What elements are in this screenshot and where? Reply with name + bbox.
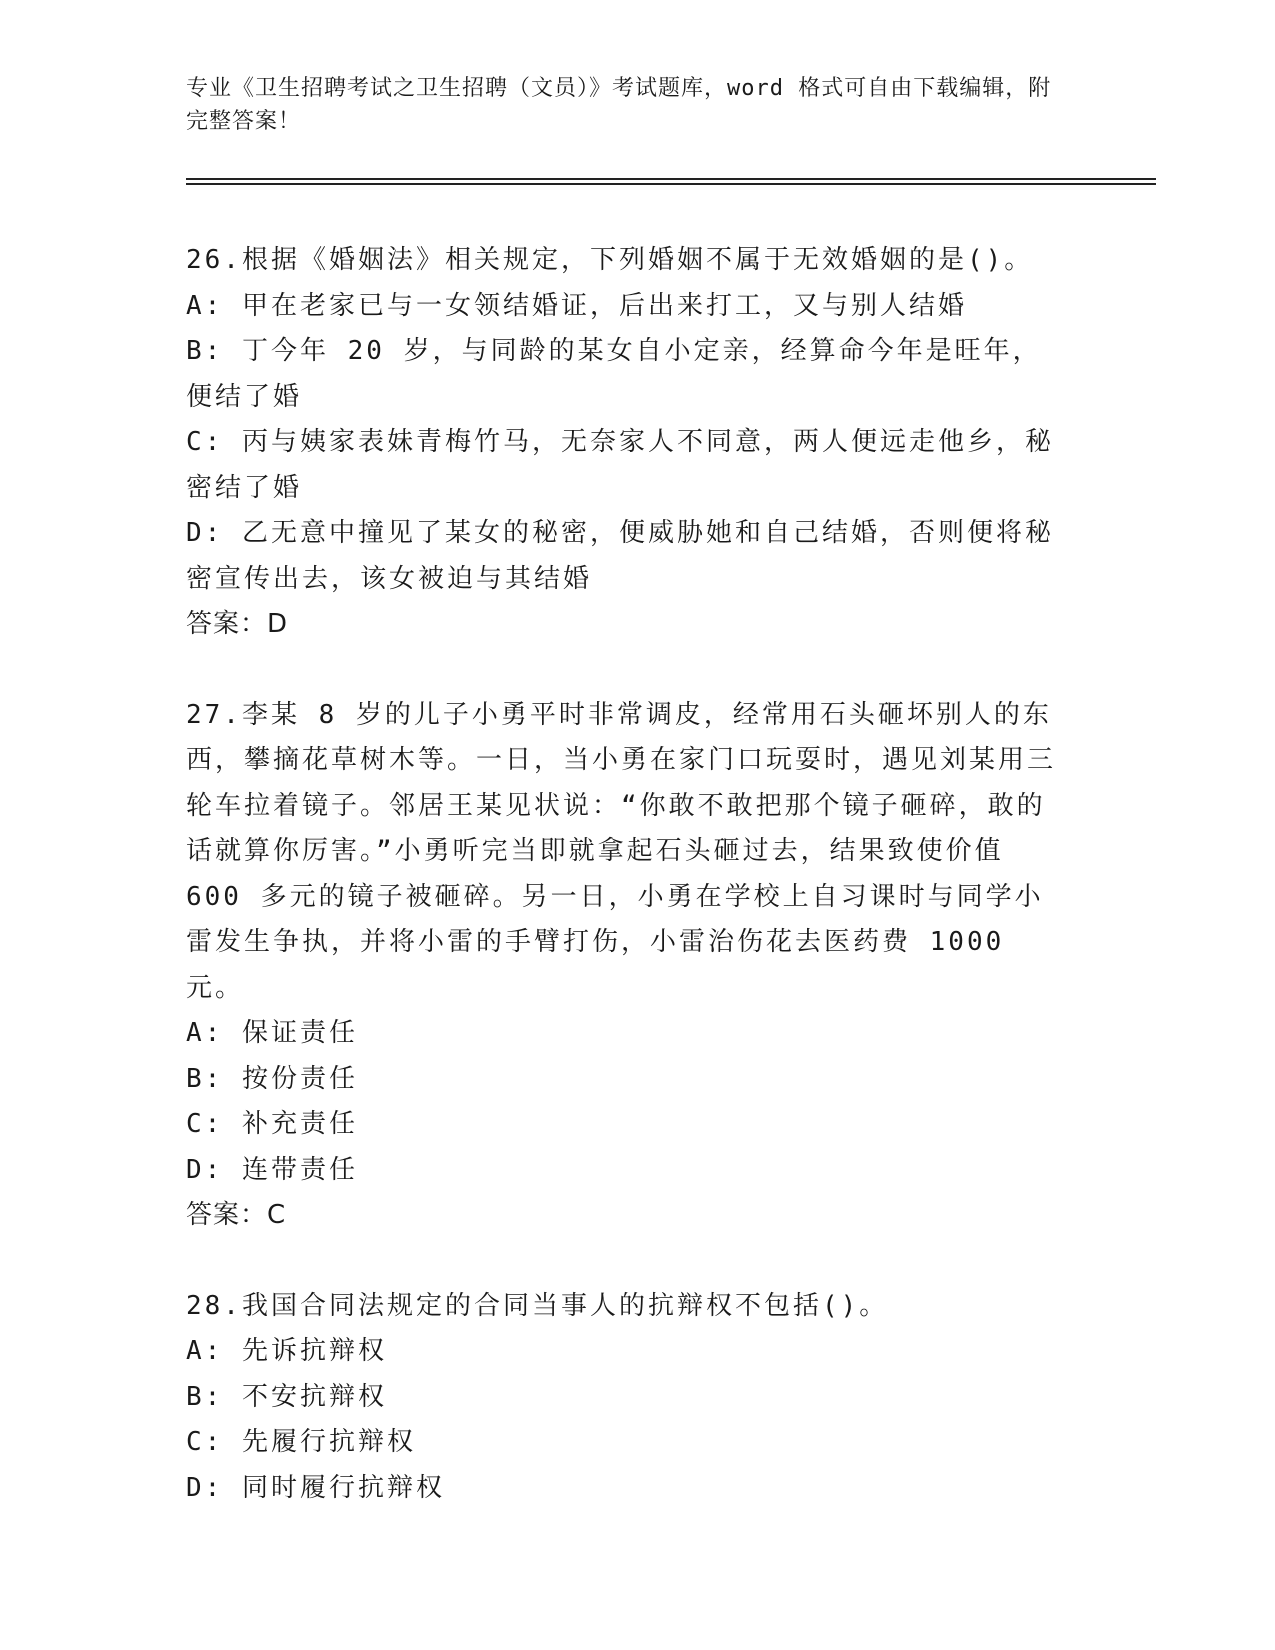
option-c: C: 丙与姨家表妹青梅竹马，无奈家人不同意，两人便远走他乡，秘密结了婚 [186,427,1054,503]
option-a: A: 先诉抗辩权 [186,1336,387,1366]
question-list [186,238,1066,1556]
header-divider-top [186,178,1156,180]
question-text: 27.李某 8 岁的儿子小勇平时非常调皮，经常用石头砸坏别人的东西，攀摘花草树木等。一日，当小勇在家门口玩耍时，遇见刘某用三轮车拉着镜子。邻居王某见状说：“你敢不敢把那个镜子砸碎，敢的话就算你厉害。”小勇听完当即就拿起石头砸过去，结果致使价值 600 多元的镜子被砸碎。另一日，小勇在学校上自习课时与同学小雷发生争执，并将小雷的手臂打伤，小雷治伤花去医药费 1000 元。 [186,699,1057,1003]
option-c: C: 补充责任 [186,1109,358,1139]
question-26 [186,238,1066,648]
question-text: 26.根据《婚姻法》相关规定，下列婚姻不属于无效婚姻的是()。 [186,245,1034,275]
header-divider-bottom [186,183,1156,185]
answer-line: 答案：D [186,609,289,639]
question-text: 28.我国合同法规定的合同当事人的抗辩权不包括()。 [186,1290,889,1321]
option-b: B: 不安抗辩权 [186,1381,387,1412]
answer-line: 答案：C [186,1200,287,1230]
question-27 [186,693,1066,1239]
option-b: B: 丁今年 20 岁，与同龄的某女自小定亲，经算命今年是旺年，便结了婚 [186,336,1042,412]
option-d: D: 连带责任 [186,1154,358,1185]
question-28 [186,1284,1066,1512]
option-b: B: 按份责任 [186,1063,358,1094]
option-d: D: 乙无意中撞见了某女的秘密，便威胁她和自己结婚，否则便将秘密宣传出去，该女被迫与其结婚 [186,518,1054,594]
option-a: A: 保证责任 [186,1018,358,1048]
option-a: A: 甲在老家已与一女领结婚证，后出来打工，又与别人结婚 [186,290,967,321]
option-c: C: 先履行抗辩权 [186,1427,416,1457]
option-d: D: 同时履行抗辩权 [186,1472,445,1503]
document-header: 专业《卫生招聘考试之卫生招聘（文员）》考试题库，word 格式可自由下载编辑，附完整答案！ [186,76,1052,134]
